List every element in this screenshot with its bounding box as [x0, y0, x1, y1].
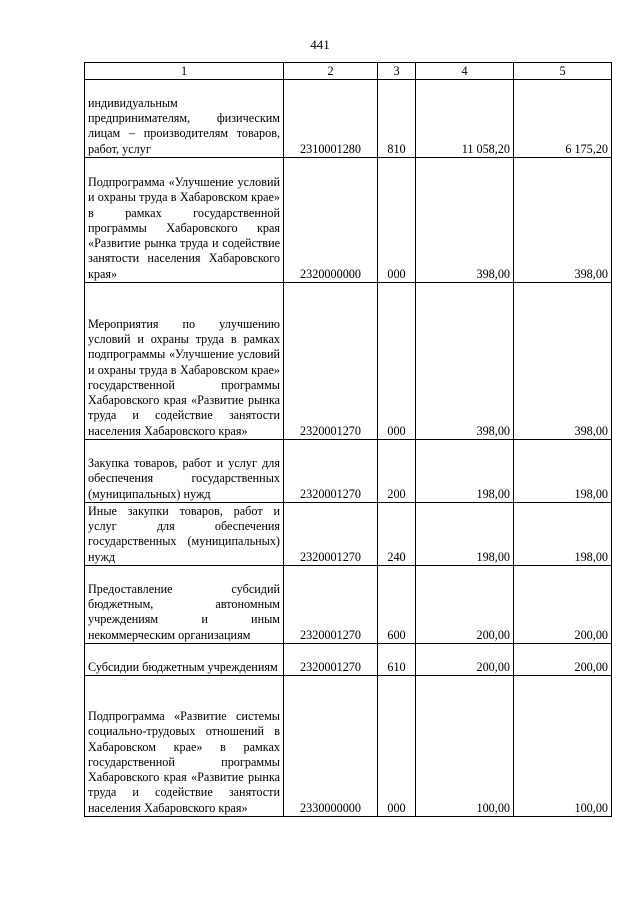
expense-type-cell: 000	[378, 283, 416, 440]
column-header: 1	[85, 63, 284, 80]
target-code-cell: 2310001280	[284, 80, 378, 158]
table-row	[85, 80, 612, 158]
target-code-cell: 2330000000	[284, 676, 378, 817]
item-name-cell: Субсидии бюджетным учреждениям	[85, 644, 284, 676]
target-code-cell: 2320001270	[284, 503, 378, 566]
item-name-cell: Подпрограмма «Развитие системы социально-трудовых отношений в Хабаровском крае» в рамках государственной программы Хабаровского края «Развитие рынка труда и содействие занятости населения Хабаровского края»	[85, 676, 284, 817]
expense-type-cell: 600	[378, 566, 416, 644]
table-row	[85, 440, 612, 503]
table-row	[85, 283, 612, 440]
table-row	[85, 158, 612, 283]
amount-1-cell: 398,00	[416, 158, 514, 283]
expense-type-cell: 810	[378, 80, 416, 158]
table-row	[85, 566, 612, 644]
table-row	[85, 503, 612, 566]
amount-2-cell: 198,00	[514, 503, 612, 566]
table-header-row	[85, 63, 612, 80]
target-code-cell: 2320001270	[284, 644, 378, 676]
target-code-cell: 2320001270	[284, 566, 378, 644]
item-name-cell: Иные закупки товаров, работ и услуг для обеспечения государственных (муниципальных) нужд	[85, 503, 284, 566]
expense-type-cell: 000	[378, 158, 416, 283]
expense-type-cell: 000	[378, 676, 416, 817]
amount-1-cell: 11 058,20	[416, 80, 514, 158]
column-header: 5	[514, 63, 612, 80]
amount-2-cell: 6 175,20	[514, 80, 612, 158]
expense-type-cell: 240	[378, 503, 416, 566]
amount-2-cell: 398,00	[514, 283, 612, 440]
target-code-cell: 2320001270	[284, 440, 378, 503]
amount-2-cell: 198,00	[514, 440, 612, 503]
amount-2-cell: 200,00	[514, 644, 612, 676]
column-header: 3	[378, 63, 416, 80]
amount-2-cell: 200,00	[514, 566, 612, 644]
budget-table	[84, 62, 612, 817]
table-row	[85, 644, 612, 676]
amount-1-cell: 198,00	[416, 440, 514, 503]
page-number: 441	[310, 37, 330, 52]
table-row	[85, 676, 612, 817]
amount-1-cell: 100,00	[416, 676, 514, 817]
amount-2-cell: 100,00	[514, 676, 612, 817]
target-code-cell: 2320000000	[284, 158, 378, 283]
column-header: 2	[284, 63, 378, 80]
target-code-cell: 2320001270	[284, 283, 378, 440]
expense-type-cell: 200	[378, 440, 416, 503]
amount-1-cell: 198,00	[416, 503, 514, 566]
item-name-cell: Подпрограмма «Улучшение условий и охраны труда в Хабаровском крае» в рамках государственной программы Хабаровского края «Развитие рынка труда и содействие занятости населения Хабаровского края»	[85, 158, 284, 283]
amount-1-cell: 200,00	[416, 644, 514, 676]
expense-type-cell: 610	[378, 644, 416, 676]
item-name-cell: Закупка товаров, работ и услуг для обеспечения государственных (муниципальных) нужд	[85, 440, 284, 503]
amount-1-cell: 398,00	[416, 283, 514, 440]
item-name-cell: Предоставление субсидий бюджетным, автономным учреждениям и иным некоммерческим организациям	[85, 566, 284, 644]
amount-1-cell: 200,00	[416, 566, 514, 644]
item-name-cell: индивидуальным предпринимателям, физическим лицам – производителям товаров, работ, услуг	[85, 80, 284, 158]
column-header: 4	[416, 63, 514, 80]
amount-2-cell: 398,00	[514, 158, 612, 283]
item-name-cell: Мероприятия по улучшению условий и охраны труда в рамках подпрограммы «Улучшение условий и охраны труда в Хабаровском крае» государственной программы Хабаровского края «Развитие рынка труда и содействие занятости населения Хабаровского края»	[85, 283, 284, 440]
